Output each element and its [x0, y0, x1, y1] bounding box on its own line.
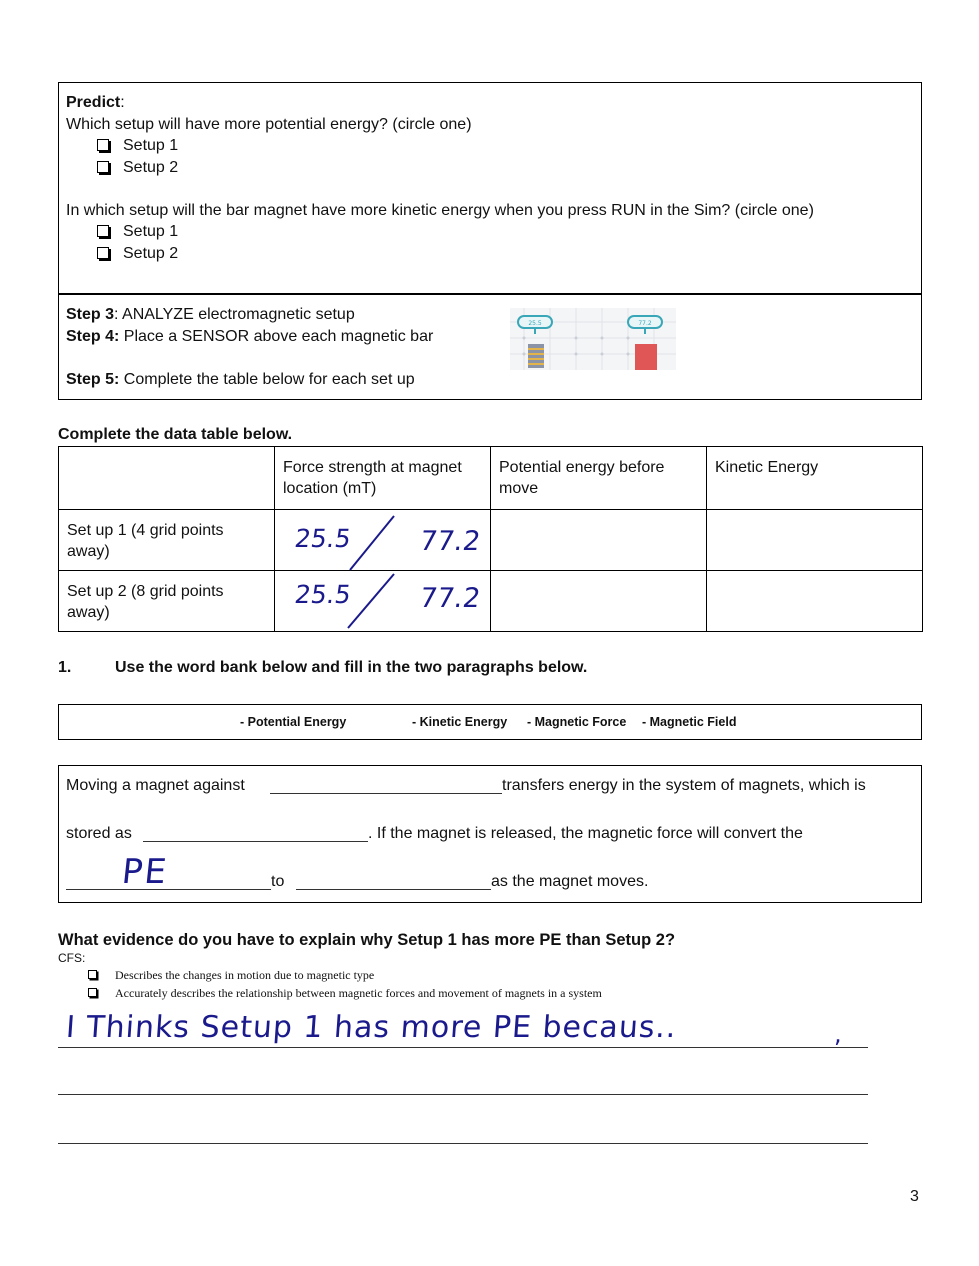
ke-cell[interactable] [707, 510, 923, 571]
answer-line-1[interactable] [58, 1030, 868, 1048]
table-header-row [59, 447, 923, 510]
handwritten-answer-pe: PE [119, 852, 171, 892]
blank-3[interactable] [66, 872, 271, 890]
blank-4[interactable] [296, 872, 491, 890]
q2-option-setup-2[interactable]: Setup 2 [97, 243, 178, 264]
word-bank-magnetic-force: - Magnetic Force [527, 715, 627, 729]
q2-option-setup-1[interactable]: Setup 1 [97, 221, 178, 242]
checkbox-icon[interactable] [97, 139, 109, 151]
word-bank-kinetic-energy: - Kinetic Energy [412, 715, 508, 729]
row-label: Set up 2 (8 grid points away) [59, 571, 275, 632]
table-heading: Complete the data table below. [58, 426, 293, 443]
blank-1[interactable] [270, 776, 502, 794]
handwritten-evidence-answer: I Thinks Setup 1 has more PE becaus.. [64, 1010, 678, 1045]
sensor-1-readout: 25.5 [528, 320, 542, 327]
page-number: 3 [910, 1188, 919, 1205]
q1-option-setup-2[interactable]: Setup 2 [97, 157, 178, 178]
checkbox-icon[interactable] [88, 970, 97, 979]
table-row [59, 510, 923, 571]
sensor-2-readout: 77.2 [638, 320, 652, 327]
header-force-strength: Force strength at magnet location (mT) [275, 447, 491, 510]
step-5: Step 5: Complete the table below for each set up [66, 371, 415, 388]
paragraph-line-2a: stored as [66, 825, 132, 842]
evidence-question: What evidence do you have to explain why Setup 1 has more PE than Setup 2? [58, 931, 676, 949]
header-kinetic-energy: Kinetic Energy [707, 447, 923, 510]
header-potential-energy: Potential energy before move [491, 447, 707, 510]
header-cell-empty [59, 447, 275, 510]
handwritten-force-1a: 25.5 [292, 524, 353, 553]
table-row [59, 571, 923, 632]
criteria-item-1: Describes the changes in motion due to magnetic type [88, 967, 374, 984]
cfs-label: CFS: [58, 951, 86, 965]
handwritten-force-1b: 77.2 [417, 526, 483, 557]
word-bank-magnetic-field: - Magnetic Field [642, 715, 737, 729]
paragraph-line-1a: Moving a magnet against [66, 777, 245, 794]
pe-cell[interactable] [491, 571, 707, 632]
ke-cell[interactable] [707, 571, 923, 632]
answer-line-2[interactable] [58, 1077, 868, 1095]
question-1-number: 1. [58, 659, 72, 676]
step-4: Step 4: Place a SENSOR above each magnetic bar [66, 328, 434, 345]
pe-cell[interactable] [491, 510, 707, 571]
handwritten-slash-marks [340, 510, 400, 632]
handwritten-evidence-mark: , [834, 1020, 842, 1048]
paragraph-line-2b: . If the magnet is released, the magnetic force will convert the [368, 825, 803, 842]
data-table [58, 446, 923, 632]
question-1-text: Use the word bank below and fill in the two paragraphs below. [115, 659, 588, 676]
checkbox-icon[interactable] [97, 161, 109, 173]
criteria-item-2: Accurately describes the relationship between magnetic forces and movement of magnets in a system [88, 985, 602, 1002]
predict-heading: Predict: [66, 94, 125, 111]
checkbox-icon[interactable] [97, 247, 109, 259]
word-bank-potential-energy: - Potential Energy [240, 715, 347, 729]
answer-line-3[interactable] [58, 1126, 868, 1144]
blank-2[interactable] [143, 824, 368, 842]
checkbox-icon[interactable] [88, 988, 97, 997]
predict-question-2: In which setup will the bar magnet have more kinetic energy when you press RUN in the Sim? (circle one) [66, 202, 814, 219]
step-3: Step 3: ANALYZE electromagnetic setup [66, 306, 355, 323]
paragraph-line-3a: to [271, 873, 285, 890]
sim-screenshot-image [510, 308, 676, 370]
paragraph-line-1b: transfers energy in the system of magnets, which is [502, 777, 866, 794]
bar-magnet-icon [635, 344, 657, 370]
row-label: Set up 1 (4 grid points away) [59, 510, 275, 571]
handwritten-force-2b: 77.2 [417, 583, 483, 614]
predict-question-1: Which setup will have more potential energy? (circle one) [66, 116, 472, 133]
q1-option-setup-1[interactable]: Setup 1 [97, 135, 178, 156]
handwritten-force-2a: 25.5 [292, 580, 353, 609]
checkbox-icon[interactable] [97, 225, 109, 237]
paragraph-line-3b: as the magnet moves. [491, 873, 649, 890]
